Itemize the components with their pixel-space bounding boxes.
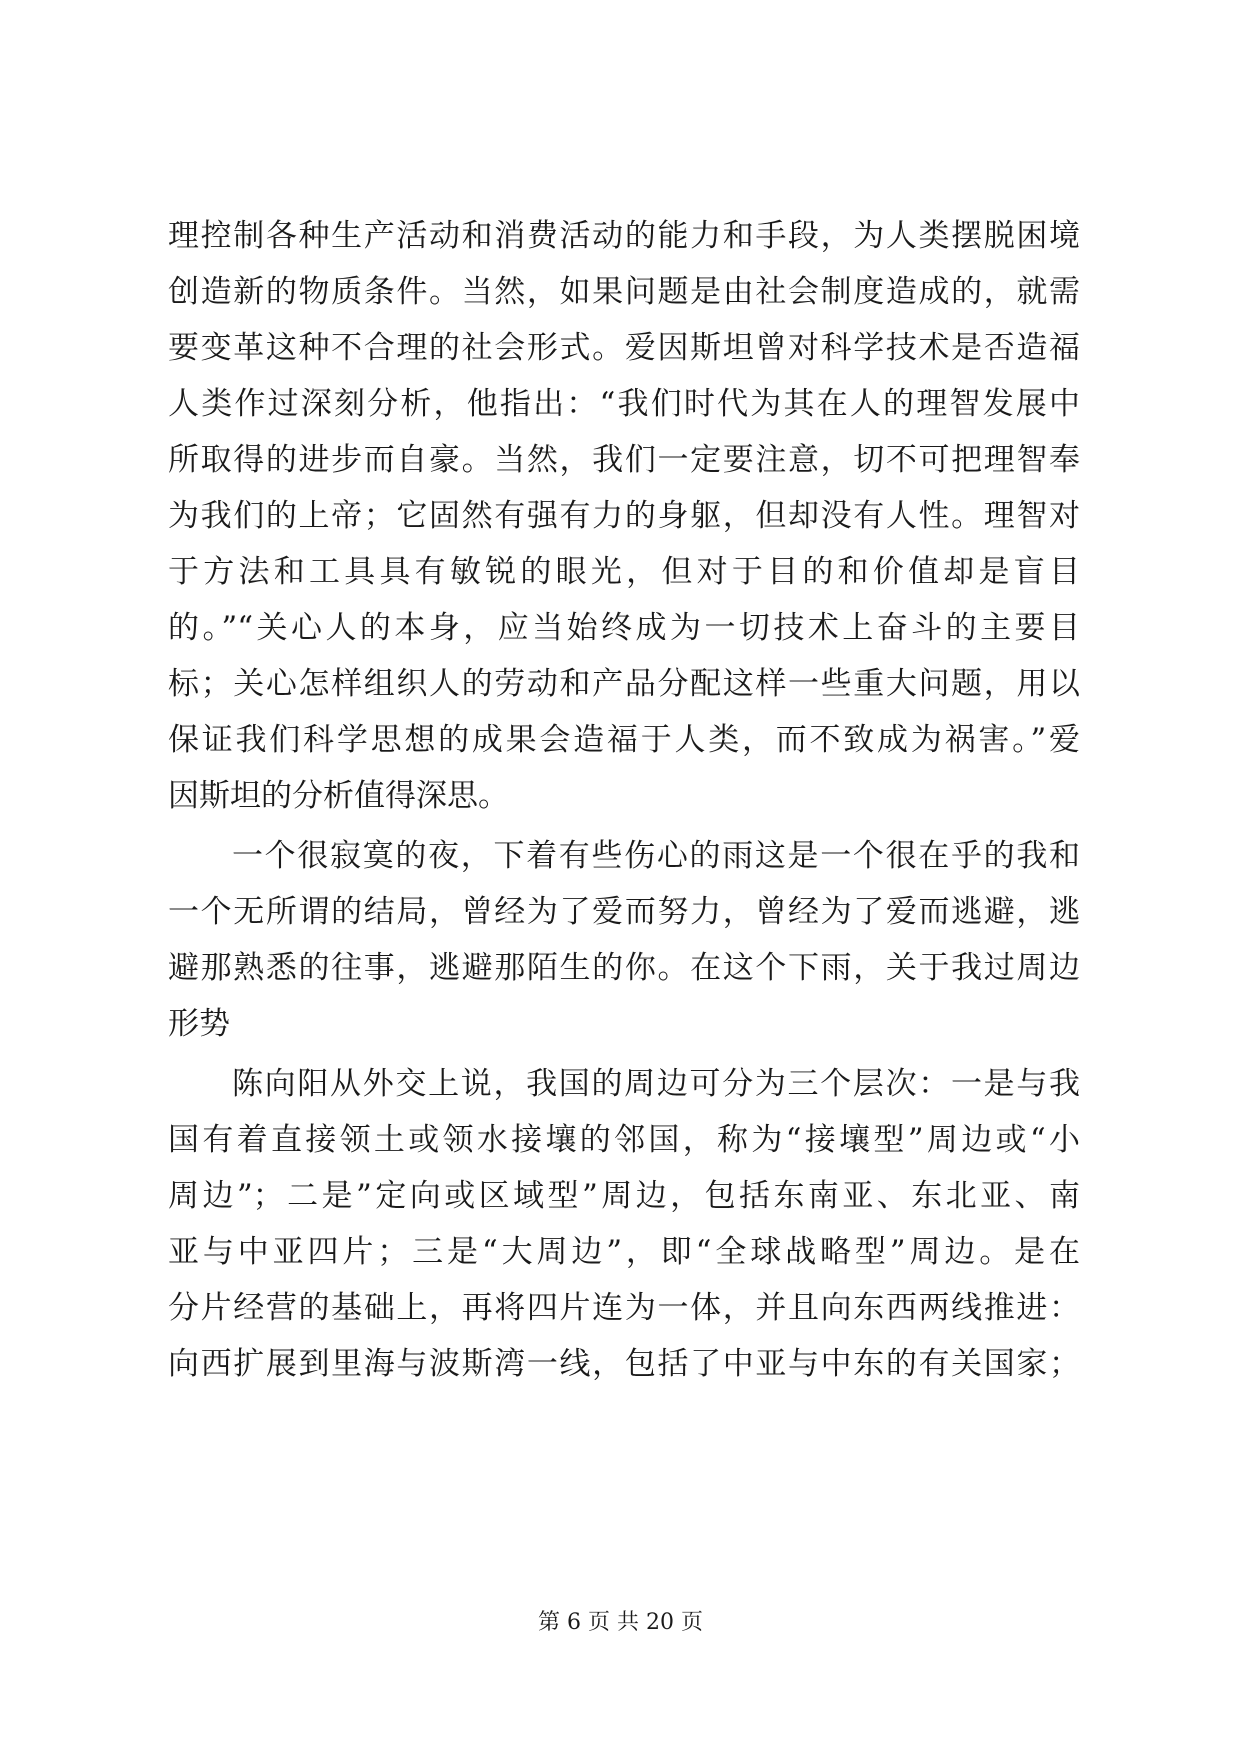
paragraph-1-line-7: 于方法和工具具有敏锐的眼光，但对于目的和价值却是盲目 (168, 554, 1080, 590)
paragraph-1-line-1: 理控制各种生产活动和消费活动的能力和手段，为人类摆脱困境 (168, 218, 1080, 254)
paragraph-3-line-3: 周边”；二是”定向或区域型”周边，包括东南亚、东北亚、南 (168, 1178, 1080, 1214)
paragraph-2-line-1: 一个很寂寞的夜，下着有些伤心的雨这是一个很在乎的我和 (232, 838, 1080, 874)
paragraph-1-line-3: 要变革这种不合理的社会形式。爱因斯坦曾对科学技术是否造福 (168, 330, 1080, 366)
paragraph-2-line-3: 避那熟悉的往事，逃避那陌生的你。在这个下雨，关于我过周边 (168, 950, 1080, 986)
page-number-footer: 第 6 页 共 20 页 (538, 1610, 703, 1635)
paragraph-3-line-5: 分片经营的基础上，再将四片连为一体，并且向东西两线推进： (168, 1290, 1080, 1326)
paragraph-2-line-2: 一个无所谓的结局，曾经为了爱而努力，曾经为了爱而逃避，逃 (168, 894, 1080, 930)
paragraph-3-line-1: 陈向阳从外交上说，我国的周边可分为三个层次：一是与我 (232, 1066, 1080, 1102)
paragraph-1-line-8: 的。”“关心人的本身，应当始终成为一切技术上奋斗的主要目 (168, 610, 1080, 646)
paragraph-1-line-11: 因斯坦的分析值得深思。 (168, 778, 509, 814)
paragraph-3-line-2: 国有着直接领土或领水接壤的邻国，称为“接壤型”周边或“小 (168, 1122, 1080, 1158)
paragraph-1-line-6: 为我们的上帝；它固然有强有力的身躯，但却没有人性。理智对 (168, 498, 1080, 534)
paragraph-1-line-2: 创造新的物质条件。当然，如果问题是由社会制度造成的，就需 (168, 274, 1080, 310)
paragraph-1-line-10: 保证我们科学思想的成果会造福于人类，而不致成为祸害。”爱 (168, 722, 1080, 758)
paragraph-2-line-4: 形势 (168, 1006, 230, 1042)
paragraph-3-line-6: 向西扩展到里海与波斯湾一线，包括了中亚与中东的有关国家； (168, 1346, 1080, 1382)
paragraph-1-line-4: 人类作过深刻分析，他指出：“我们时代为其在人的理智发展中 (168, 386, 1080, 422)
paragraph-3-line-4: 亚与中亚四片；三是“大周边”，即“全球战略型”周边。是在 (168, 1234, 1080, 1270)
paragraph-1-line-5: 所取得的进步而自豪。当然，我们一定要注意，切不可把理智奉 (168, 442, 1080, 478)
paragraph-1-line-9: 标；关心怎样组织人的劳动和产品分配这样一些重大问题，用以 (168, 666, 1080, 702)
